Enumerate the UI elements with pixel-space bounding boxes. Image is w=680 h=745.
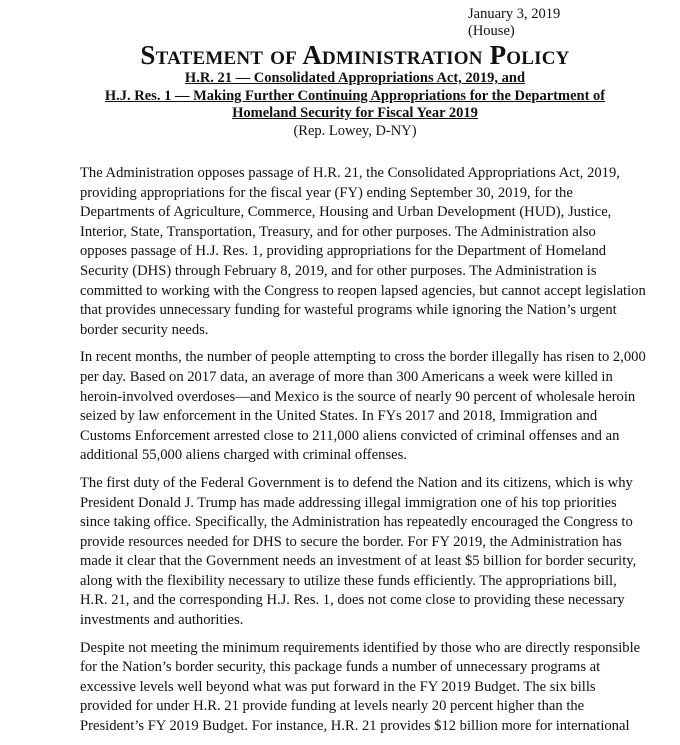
paragraph-line: providing appropriations for the fiscal year (FY) ending September 30, 2019, for the (80, 184, 573, 201)
bill-subtitle: H.J. Res. 1 — Making Further Continuing Appropriations for the Department of (104, 87, 606, 104)
paragraph-line: provide resources needed for DHS to secure the border. For FY 2019, the Administration has (80, 533, 622, 550)
document-body (80, 164, 680, 745)
paragraph-line: for the Nation’s border security, this package funds a number of unnecessary programs at (80, 659, 601, 676)
paragraph-line: investments and authorities. (80, 612, 244, 629)
body-paragraph (80, 474, 680, 631)
paragraph-line: excessive levels well beyond what was put forward in the FY 2019 Budget. The six bills (80, 678, 596, 695)
paragraph-line: additional 55,000 aliens charged with criminal offenses. (80, 447, 407, 464)
body-paragraph (80, 164, 680, 340)
bill-subtitle: H.R. 21 — Consolidated Appropriations Act, 2019, and (184, 70, 526, 86)
document-date: January 3, 2019 (468, 6, 561, 22)
paragraph-line: Despite not meeting the minimum requirements identified by those who are directly responsible (80, 639, 641, 656)
paragraph-line: The first duty of the Federal Government is to defend the Nation and its citizens, which is why (80, 474, 633, 491)
paragraph-line: opposes passage of H.J. Res. 1, providing appropriations for the Department of Homeland (80, 243, 607, 260)
paragraph-line: The Administration opposes passage of H.R. 21, the Consolidated Appropriations Act, 2019, (80, 165, 620, 181)
paragraph-line: committed to working with the Congress to reopen lapsed agencies, but cannot accept legislation (80, 282, 646, 299)
paragraph-line: President’s FY 2019 Budget. For instance, H.R. 21 provides $12 billion more for international (80, 718, 630, 735)
paragraph-line: along with the flexibility necessary to utilize these funds efficiently. The appropriations bill, (80, 572, 617, 589)
body-paragraph (80, 348, 680, 466)
chamber-label: (House) (468, 23, 515, 39)
paragraph-line: border security needs. (80, 321, 209, 338)
body-paragraph (80, 639, 680, 737)
paragraph-line: that provides unnecessary funding for wasteful programs while ignoring the Nation’s urgent (80, 302, 617, 319)
bill-subtitles (0, 70, 680, 140)
paragraph-line: per day. Based on 2017 data, an average of more than 300 Americans a week were killed in (80, 368, 613, 385)
document-date-block (468, 6, 560, 40)
paragraph-line: President Donald J. Trump has made addressing illegal immigration one of his top priorities (80, 494, 617, 511)
document-title: Statement of Administration Policy (140, 40, 570, 70)
bill-subtitle: Homeland Security for Fiscal Year 2019 (232, 105, 478, 121)
paragraph-line: heroin-involved overdoses—and Mexico is the source of nearly 90 percent of wholesale heroin (80, 388, 636, 405)
paragraph-line: Departments of Agriculture, Commerce, Housing and Urban Development (HUD), Justice, (80, 204, 612, 221)
paragraph-line: made it clear that the Government needs an investment of at least $5 billion for border security, (80, 553, 637, 570)
paragraph-line: In recent months, the number of people attempting to cross the border illegally has risen to 2,000 (80, 349, 646, 366)
paragraph-line: Interior, State, Transportation, Treasury, and for other purposes. The Administration also (80, 223, 596, 240)
paragraph-line: H.R. 21, and the corresponding H.J. Res. 1, does not come close to providing these necessary (80, 592, 625, 609)
paragraph-line: provided for under H.R. 21 provide funding at levels nearly 20 percent higher than the (80, 698, 585, 715)
paragraph-line: Customs Enforcement arrested close to 211,000 aliens convicted of criminal offenses and an (80, 427, 620, 444)
paragraph-line: seized by law enforcement in the United States. In FYs 2017 and 2018, Immigration and (80, 408, 598, 425)
paragraph-line: since taking office. Specifically, the Administration has repeatedly encouraged the Congress to (80, 514, 633, 531)
paragraph-line: Security (DHS) through February 8, 2019, and for other purposes. The Administration is (80, 262, 597, 279)
sponsor: (Rep. Lowey, D-NY) (293, 122, 417, 139)
